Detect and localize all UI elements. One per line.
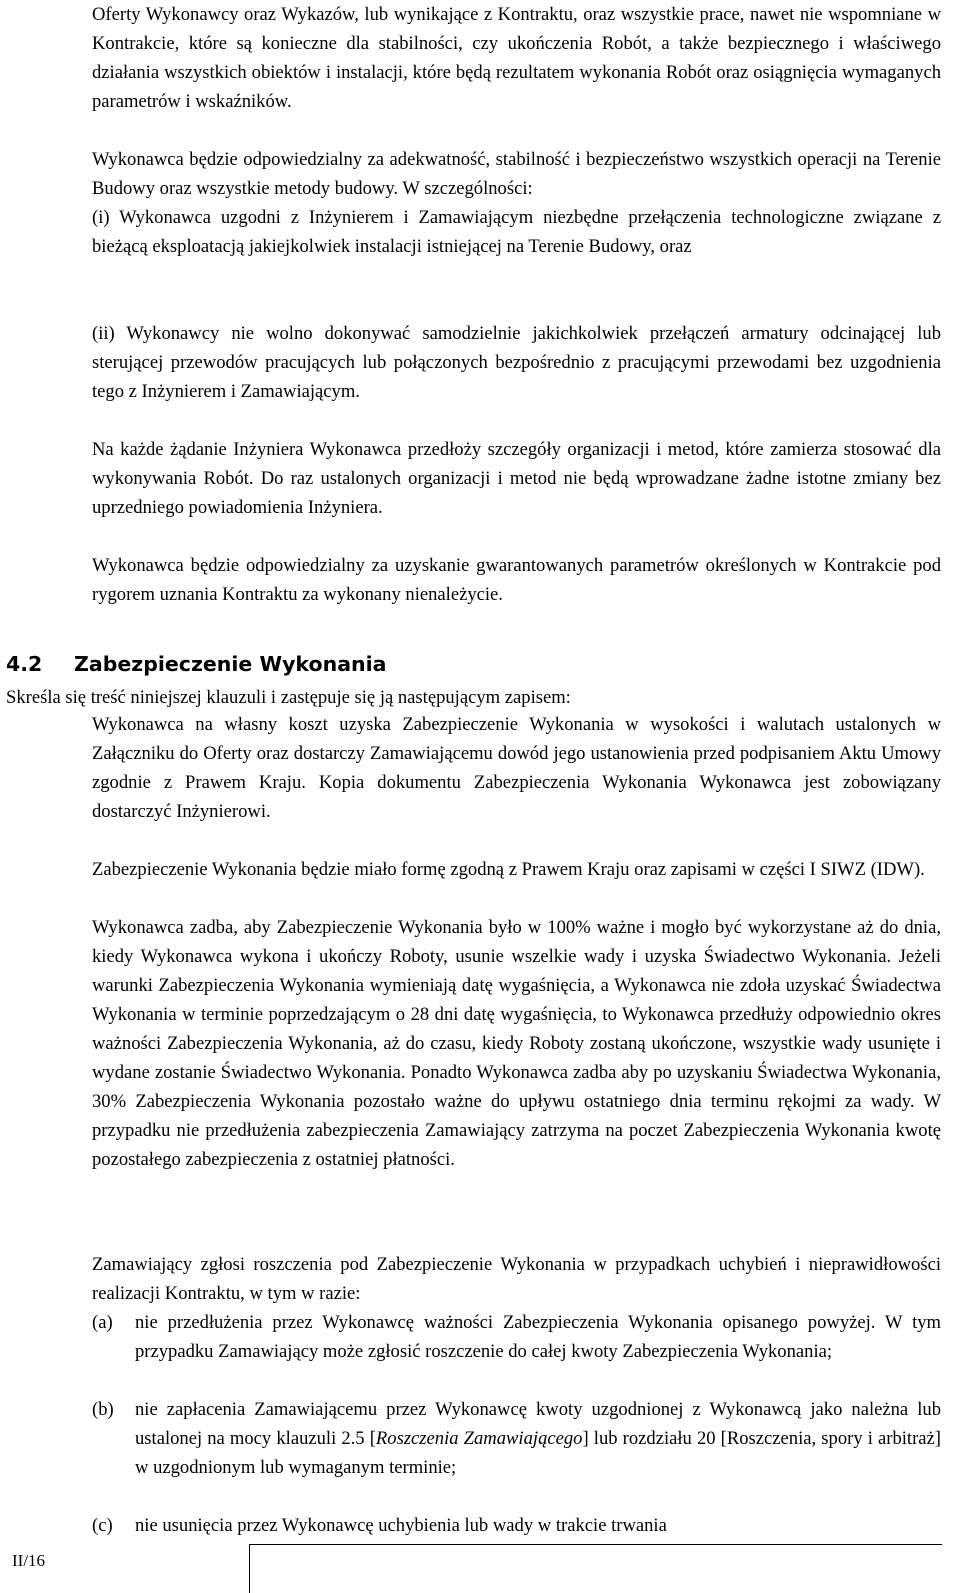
list-item-label: (a) xyxy=(92,1312,113,1333)
paragraph-point-i: (i) Wykonawca uzgodni z Inżynierem i Zamawiającym niezbędne przełączenia technologiczne związane z bieżącą eksploatacją jakiejkolwiek instalacji istniejącej na Terenie Budowy, oraz xyxy=(92,207,941,257)
list-item-label: (c) xyxy=(92,1515,113,1536)
paragraph-employer-claims: Zamawiający zgłosi roszczenia pod Zabezpieczenie Wykonania w przypadkach uchybień i nieprawidłowości realizacji Kontraktu, w tym w razie: xyxy=(92,1254,941,1304)
list-item-text-part: nie zapłacenia Zamawiającemu przez Wykonawcę kwoty uzgodnionej z Wykonawcą jako należna lub ustalonej na mocy klauzuli 2.5 [ xyxy=(135,1399,941,1449)
paragraph-guaranteed-parameters: Wykonawca będzie odpowiedzialny za uzyskanie gwarantowanych parametrów określonych w Kontrakcie pod rygorem uznania Kontraktu za wykonany nienależycie. xyxy=(92,555,941,605)
list-item-c xyxy=(92,1511,941,1540)
paragraph-performance-security-cost: Wykonawca na własny koszt uzyska Zabezpieczenie Wykonania w wysokości i walutach ustalonych w Załączniku do Oferty oraz dostarczy Zamawiającemu dowód jego ustanowienia przed podpisaniem Aktu Umowy zgodnie z Prawem Kraju. Kopia dokumentu Zabezpieczenia Wykonania Wykonawca jest zobowiązany dostarczyć Inżynierowi. xyxy=(92,714,941,822)
paragraph-contractor-responsibility: Wykonawca będzie odpowiedzialny za adekwatność, stabilność i bezpieczeństwo wszystkich operacji na Terenie Budowy oraz wszystkie metody budowy. W szczególności: xyxy=(92,149,941,199)
paragraph-point-ii: (ii) Wykonawcy nie wolno dokonywać samodzielnie jakichkolwiek przełączeń armatury odcinającej lub sterującej przewodów pracujących lub połączonych bezpośrednio z pracującymi przewodami bez uzgodnienia tego z Inżynierem i Zamawiającym. xyxy=(92,323,941,402)
paragraph-performance-security-validity: Wykonawca zadba, aby Zabezpieczenie Wykonania było w 100% ważne i mogło być wykorzystane aż do dnia, kiedy Wykonawca wykona i ukończy Roboty, usunie wszelkie wady i uzyska Świadectwo Wykonania. Jeżeli warunki Zabezpieczenia Wykonania wymieniają datę wygaśnięcia, a Wykonawca nie zdoła uzyskać Świadectwa Wykonania w terminie poprzedzającym o 28 dni datę wygaśnięcia, to Wykonawca przedłuży odpowiednio okres ważności Zabezpieczenia Wykonania, aż do czasu, kiedy Roboty zostaną ukończone, wszystkie wady usunięte i wydane zostanie Świadectwo Wykonania. Ponadto Wykonawca zadba aby po uzyskaniu Świadectwa Wykonania, 30% Zabezpieczenia Wykonania pozostało ważne do upływu ostatniego dnia terminu rękojmi za wady. W przypadku nie przedłużenia zabezpieczenia Zamawiający zatrzyma na poczet Zabezpieczenia Wykonania kwotę pozostałego zabezpieczenia z ostatniej płatności. xyxy=(92,917,941,1170)
footer-rule xyxy=(249,1544,942,1545)
list-item-b xyxy=(92,1395,941,1482)
list-item-text: nie usunięcia przez Wykonawcę uchybienia lub wady w trakcie trwania xyxy=(135,1515,667,1536)
paragraph-scope-of-works: Oferty Wykonawcy oraz Wykazów, lub wynikające z Kontraktu, oraz wszystkie prace, nawet nie wspomniane w Kontrakcie, które są konieczne dla stabilności, czy ukończenia Robót, a także bezpiecznego i właściwego działania wszystkich obiektów i instalacji, które będą rezultatem wykonania Robót oraz osiągnięcia wymaganych parametrów i wskaźników. xyxy=(92,4,941,112)
list-item-label: (b) xyxy=(92,1399,114,1420)
paragraph-engineer-request: Na każde żądanie Inżyniera Wykonawca przedłoży szczegóły organizacji i metod, które zamierza stosować dla wykonywania Robót. Do raz ustalonych organizacji i metod nie będą wprowadzane żadne istotne zmiany bez uprzedniego powiadomienia Inżyniera. xyxy=(92,439,941,518)
list-item-text xyxy=(135,1395,941,1482)
page-number: II/16 xyxy=(12,1551,46,1570)
section-title: Zabezpieczenie Wykonania xyxy=(74,652,387,676)
footer-divider xyxy=(249,1544,250,1593)
section-intro: Skreśla się treść niniejszej klauzuli i zastępuje się ją następującym zapisem: xyxy=(6,687,571,708)
list-item-text: nie przedłużenia przez Wykonawcę ważności Zabezpieczenia Wykonania opisanego powyżej. W tym przypadku Zamawiający może zgłosić roszczenie do całej kwoty Zabezpieczenia Wykonania; xyxy=(135,1312,941,1362)
list-item-text-part: ] lub rozdziału 20 [Roszczenia, spory i arbitraż] w uzgodnionym lub wymaganym terminie; xyxy=(135,1428,941,1478)
list-item-a xyxy=(92,1308,941,1366)
list-item-italic-reference: Roszczenia Zamawiającego xyxy=(375,1428,583,1449)
section-number: 4.2 xyxy=(6,652,43,676)
section-heading xyxy=(6,650,387,679)
paragraph-performance-security-form: Zabezpieczenie Wykonania będzie miało formę zgodną z Prawem Kraju oraz zapisami w części I SIWZ (IDW). xyxy=(92,859,925,880)
